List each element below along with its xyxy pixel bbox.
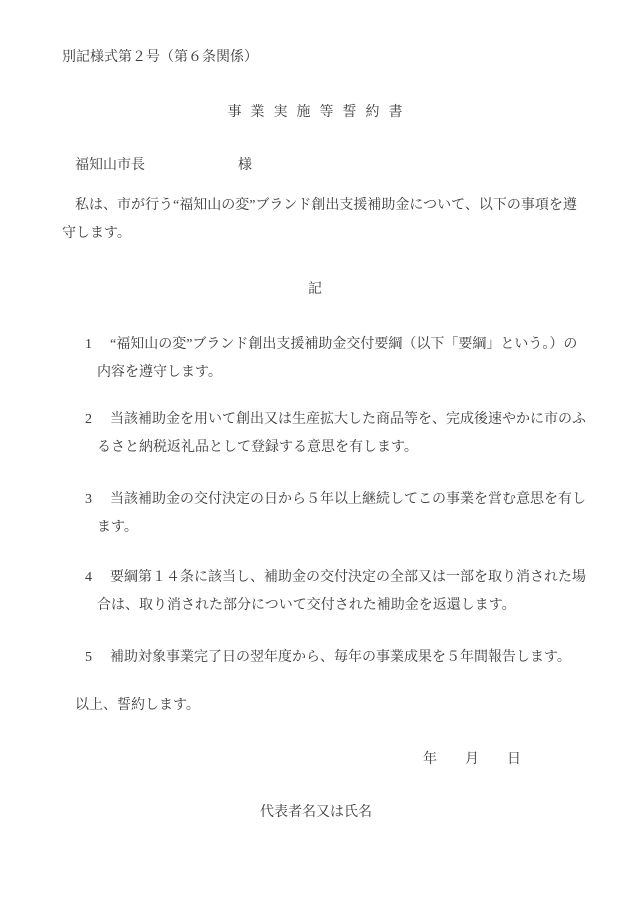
pledge-item-3-line-2: ます。 [97, 520, 138, 535]
pledge-item-5-line-1 [0, 644, 630, 672]
pledge-item-5-number: 5 [85, 650, 92, 665]
addressee-name: 福知山市長 [75, 158, 145, 173]
date-month-label: 月 [465, 752, 479, 767]
date-day-label: 日 [507, 752, 521, 767]
pledge-item-2-line-2: るさと納税返礼品として登録する意思を有します。 [97, 440, 418, 455]
pledge-item-2 [0, 406, 630, 462]
intro-paragraph [0, 192, 630, 248]
pledge-item-2-text: 当該補助金を用いて創出又は生産拡大した商品等を、完成後速やかに市のふ [110, 412, 586, 427]
pledge-item-2-line-1 [0, 406, 630, 434]
signature-label: 代表者名又は氏名 [260, 805, 372, 820]
pledge-item-4 [0, 564, 630, 620]
pledge-item-1-text: “福知山の変”ブランド創出支援補助金交付要綱（以下「要綱」という。）の [110, 337, 578, 352]
pledge-item-1-number: 1 [85, 337, 92, 352]
intro-line-1: 私は、市が行う“福知山の変”ブランド創出支援補助金について、以下の事項を遵 [75, 198, 577, 213]
pledge-item-1-line-2: 内容を遵守します。 [97, 365, 222, 380]
document-title: 事業実施等誓約書 [227, 105, 412, 120]
pledge-item-1-line-1 [0, 331, 630, 359]
pledge-item-4-line-1 [0, 564, 630, 592]
closing-statement: 以上、誓約します。 [75, 698, 200, 713]
addressee-line [0, 152, 630, 180]
pledge-item-5 [0, 644, 630, 672]
pledge-item-2-number: 2 [85, 412, 92, 427]
addressee-honorific: 様 [238, 158, 252, 173]
date-line [0, 746, 630, 774]
pledge-item-3-line-1 [0, 486, 630, 514]
pledge-item-4-text: 要綱第１４条に該当し、補助金の交付決定の全部又は一部を取り消された場 [110, 570, 586, 585]
pledge-item-3-text: 当該補助金の交付決定の日から５年以上継続してこの事業を営む意思を有し [110, 492, 586, 507]
pledge-item-5-text: 補助対象事業完了日の翌年度から、毎年の事業成果を５年間報告します。 [110, 650, 571, 665]
pledge-item-3-number: 3 [85, 492, 92, 507]
date-year-label: 年 [423, 752, 437, 767]
form-number-note: 別記様式第２号（第６条関係） [62, 50, 258, 65]
ki-section-marker: 記 [308, 282, 322, 297]
intro-line-2: 守します。 [62, 226, 131, 241]
pledge-item-4-number: 4 [85, 570, 92, 585]
pledge-item-3 [0, 486, 630, 542]
pledge-item-1 [0, 331, 630, 387]
pledge-item-4-line-2: 合は、取り消された部分について交付された補助金を返還します。 [97, 598, 516, 613]
